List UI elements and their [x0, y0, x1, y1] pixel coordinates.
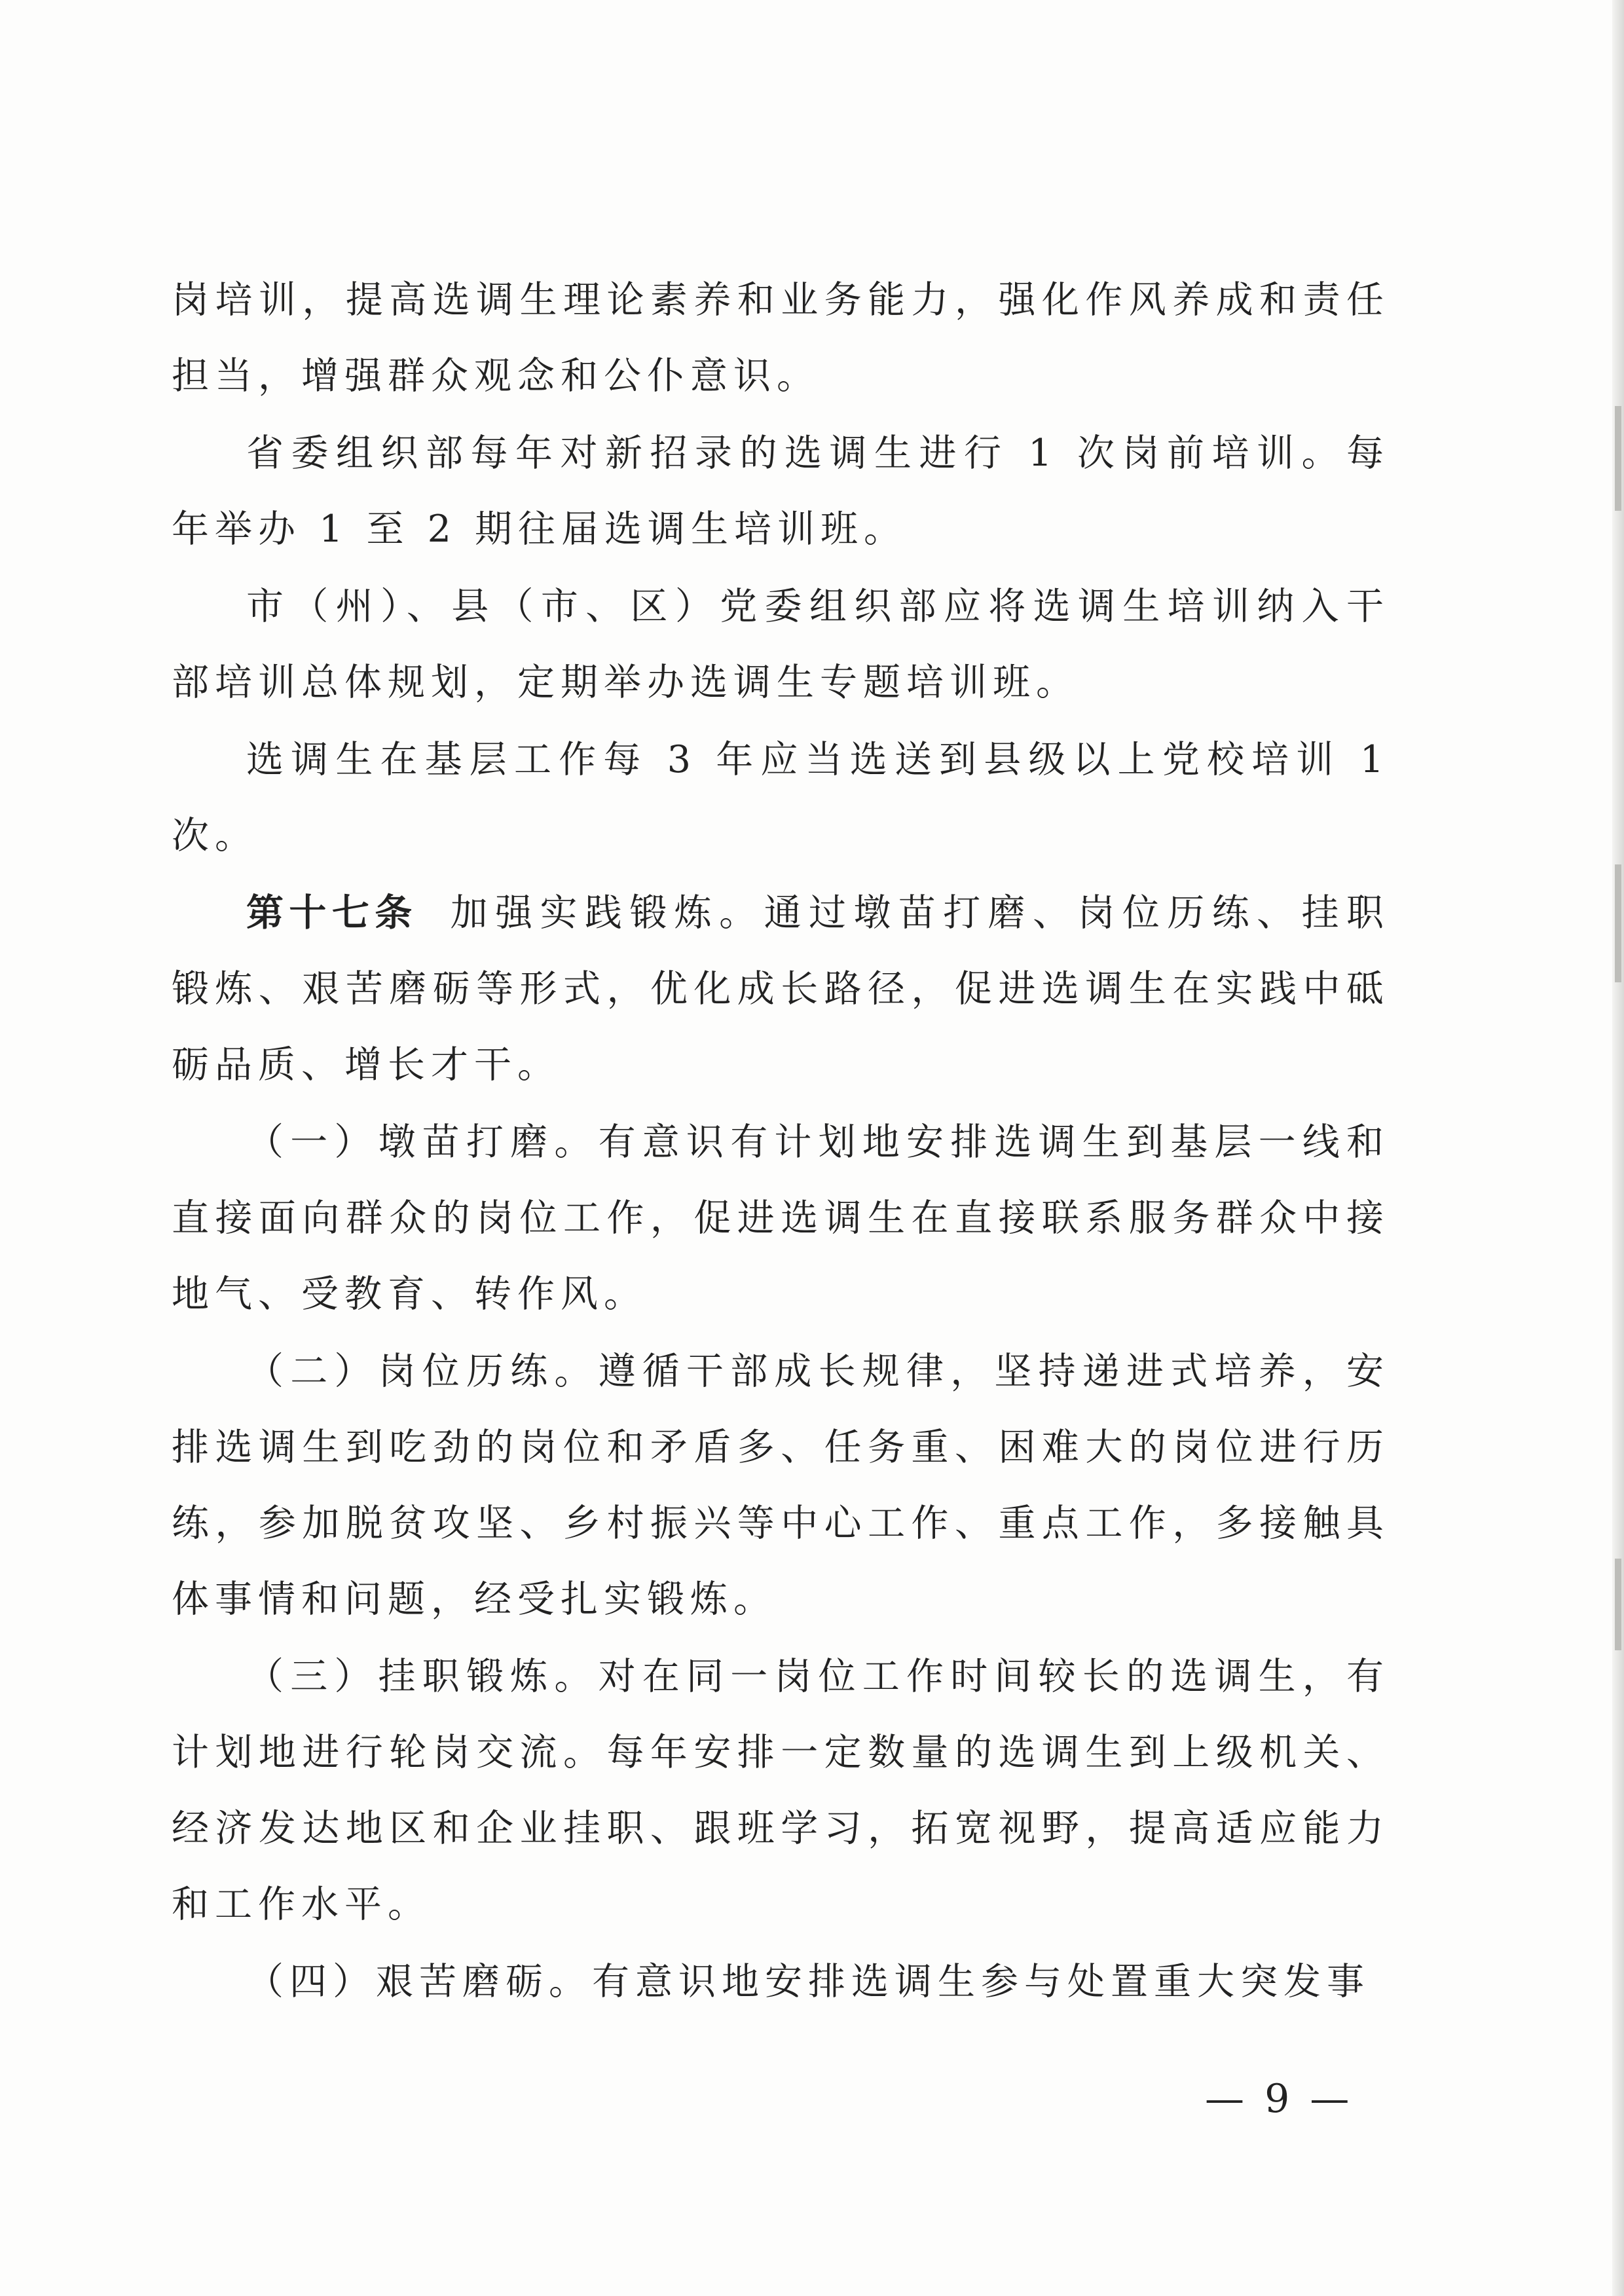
paragraph: （一）墩苗打磨。有意识有计划地安排选调生到基层一线和直接面向群众的岗位工作，促进选调生在直接联系服务群众中接地气、受教育、转作风。	[172, 1120, 1390, 1316]
scan-binding-edge	[1612, 0, 1624, 2296]
paragraph: 选调生在基层工作每 3 年应当选送到县级以上党校培训 1 次。	[172, 738, 1390, 857]
binding-shadow-mark	[1615, 1559, 1621, 1650]
page-number: — 9 —	[1205, 2076, 1354, 2122]
article-paragraph	[172, 875, 1390, 1103]
paragraph: 市（州）、县（市、区）党委组织部应将选调生培训纳入干部培训总体规划，定期举办选调生专题培训班。	[172, 585, 1390, 704]
binding-shadow-mark	[1615, 406, 1621, 511]
body-text	[172, 262, 1390, 2021]
paragraph: （四）艰苦磨砺。有意识地安排选调生参与处置重大突发事	[246, 1960, 1370, 2003]
paragraph: （二）岗位历练。遵循干部成长规律，坚持递进式培养，安排选调生到吃劲的岗位和矛盾多、任务重、困难大的岗位进行历练，参加脱贫攻坚、乡村振兴等中心工作、重点工作，多接触具体事情和问题，经受扎实锻炼。	[172, 1350, 1390, 1621]
article-number: 第十七条	[246, 891, 418, 935]
paragraph: 省委组织部每年对新招录的选调生进行 1 次岗前培训。每年举办 1 至 2 期往届选调生培训班。	[172, 432, 1390, 551]
paragraph-continuation: 岗培训，提高选调生理论素养和业务能力，强化作风养成和责任担当，增强群众观念和公仆意识。	[172, 278, 1390, 398]
article-text: 加强实践锻炼。通过墩苗打磨、岗位历练、挂职锻炼、艰苦磨砺等形式，优化成长路径，促进选调生在实践中砥砺品质、增长才干。	[172, 891, 1390, 1086]
paragraph: （三）挂职锻炼。对在同一岗位工作时间较长的选调生，有计划地进行轮岗交流。每年安排一定数量的选调生到上级机关、经济发达地区和企业挂职、跟班学习，拓宽视野，提高适应能力和工作水平。	[172, 1655, 1390, 1926]
binding-shadow-mark	[1615, 864, 1621, 982]
